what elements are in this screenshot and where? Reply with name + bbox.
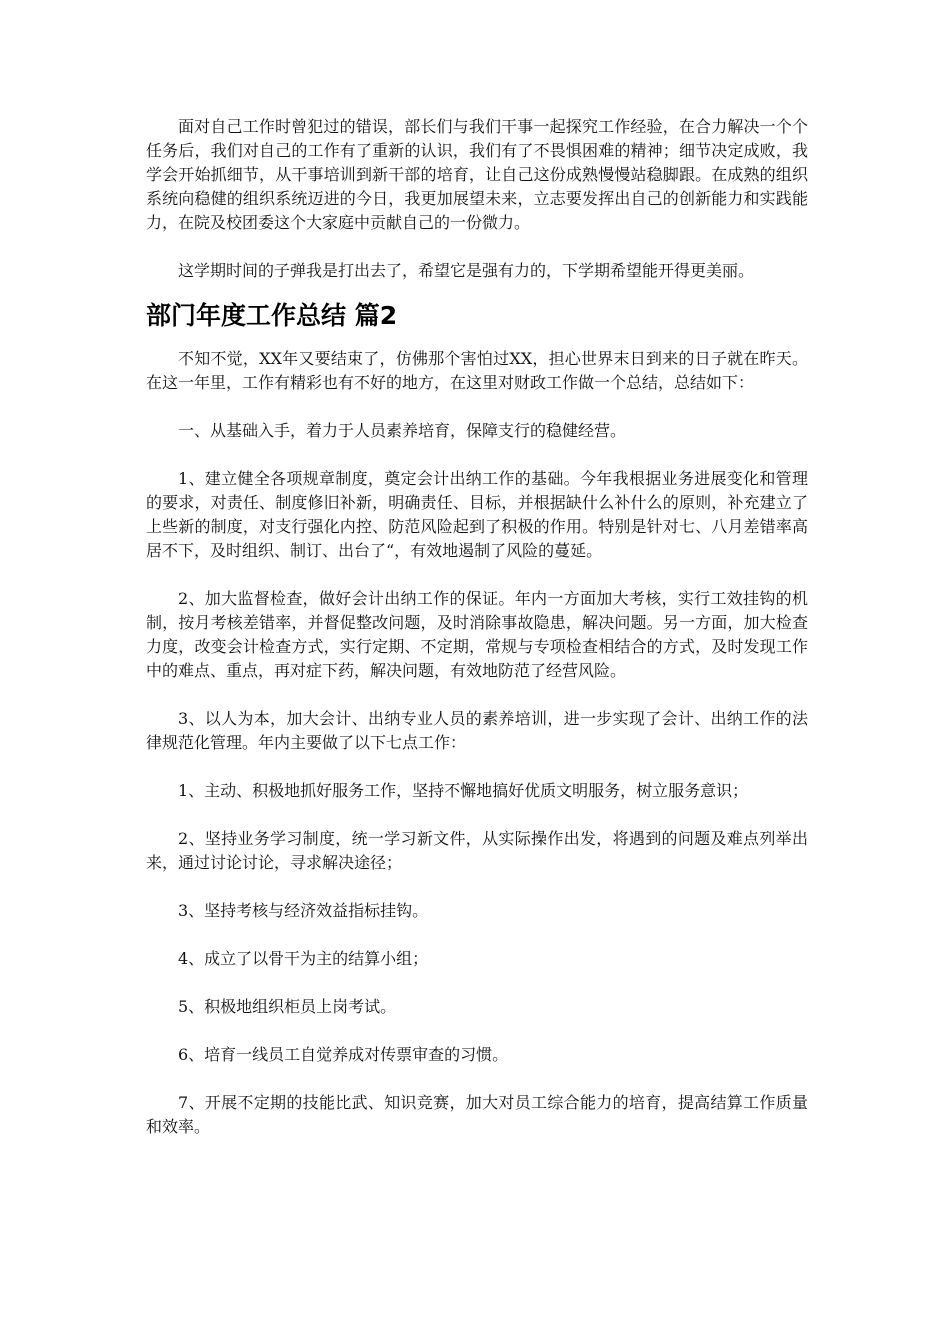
heading-spacer xyxy=(146,283,808,301)
paragraph-spacer xyxy=(146,235,808,259)
paragraph-spacer xyxy=(146,923,808,947)
list-item-settlement-group: 4、成立了以骨干为主的结算小组； xyxy=(178,949,429,968)
paragraph-section-one: 一、从基础入手，着力于人员素养培育，保障支行的稳健经营。 xyxy=(178,421,627,440)
paragraph-spacer xyxy=(146,971,808,995)
heading-spacer xyxy=(146,331,808,347)
document-body xyxy=(146,115,808,1139)
paragraph-spacer xyxy=(146,1067,808,1091)
paragraph-semester-closing: 这学期时间的子弹我是打出去了，希望它是强有力的，下学期希望能开得更美丽。 xyxy=(178,261,755,280)
list-item-study: 2、坚持业务学习制度，统一学习新文件，从实际操作出发，将遇到的问题及难点列举出来，通过讨论讨论，寻求解决途径； xyxy=(146,829,808,872)
paragraph-spacer xyxy=(146,755,808,779)
paragraph-spacer xyxy=(146,443,808,467)
paragraph-spacer xyxy=(146,803,808,827)
paragraph-intro: 不知不觉，XX年又要结束了，仿佛那个害怕过XX，担心世界末日到来的日子就在昨天。在这一年里，工作有精彩也有不好的地方，在这里对财政工作做一个总结，总结如下： xyxy=(146,349,808,392)
list-item-voucher-review: 6、培育一线员工自觉养成对传票审查的习惯。 xyxy=(178,1045,509,1064)
paragraph-spacer xyxy=(146,683,808,707)
list-item-assessment: 3、坚持考核与经济效益指标挂钩。 xyxy=(178,901,429,920)
paragraph-item-rules: 1、建立健全各项规章制度，奠定会计出纳工作的基础。今年我根据业务进展变化和管理的要求，对责任、制度修旧补新，明确责任、目标，并根据缺什么补什么的原则，补充建立了上些新的制度，对支行强化内控、防范风险起到了积极的作用。特别是针对七、八月差错率高居不下，及时组织、制订、出台了“，有效地遏制了风险的蔓延。 xyxy=(146,469,808,560)
paragraph-spacer xyxy=(146,875,808,899)
paragraph-spacer xyxy=(146,1019,808,1043)
list-item-exam: 5、积极地组织柜员上岗考试。 xyxy=(178,997,397,1016)
paragraph-spacer xyxy=(146,395,808,419)
list-item-service: 1、主动、积极地抓好服务工作，坚持不懈地搞好优质文明服务，树立服务意识； xyxy=(178,781,749,800)
paragraph-item-training: 3、以人为本，加大会计、出纳专业人员的素养培训，进一步实现了会计、出纳工作的法律规范化管理。年内主要做了以下七点工作： xyxy=(146,709,808,752)
list-item-skills-contest: 7、开展不定期的技能比武、知识竞赛，加大对员工综合能力的培育，提高结算工作质量和效率。 xyxy=(146,1093,808,1136)
paragraph-mistakes-reflection: 面对自己工作时曾犯过的错误，部长们与我们干事一起探究工作经验，在合力解决一个个任务后，我们对自己的工作有了重新的认识，我们有了不畏惧困难的精神；细节决定成败，我学会开始抓细节，从干事培训到新干部的培育，让自己这份成熟慢慢站稳脚跟。在成熟的组织系统向稳健的组织系统迈进的今日，我更加展望未来，立志要发挥出自己的创新能力和实践能力，在院及校团委这个大家庭中贡献自己的一份微力。 xyxy=(146,117,808,232)
section-heading: 部门年度工作总结 篇2 xyxy=(146,301,398,330)
paragraph-spacer xyxy=(146,563,808,587)
paragraph-item-supervision: 2、加大监督检查，做好会计出纳工作的保证。年内一方面加大考核，实行工效挂钩的机制，按月考核差错率，并督促整改问题，及时消除事故隐患，解决问题。另一方面，加大检查力度，改变会计检查方式，实行定期、不定期，常规与专项检查相结合的方式，及时发现工作中的难点、重点，再对症下药，解决问题，有效地防范了经营风险。 xyxy=(146,589,808,680)
